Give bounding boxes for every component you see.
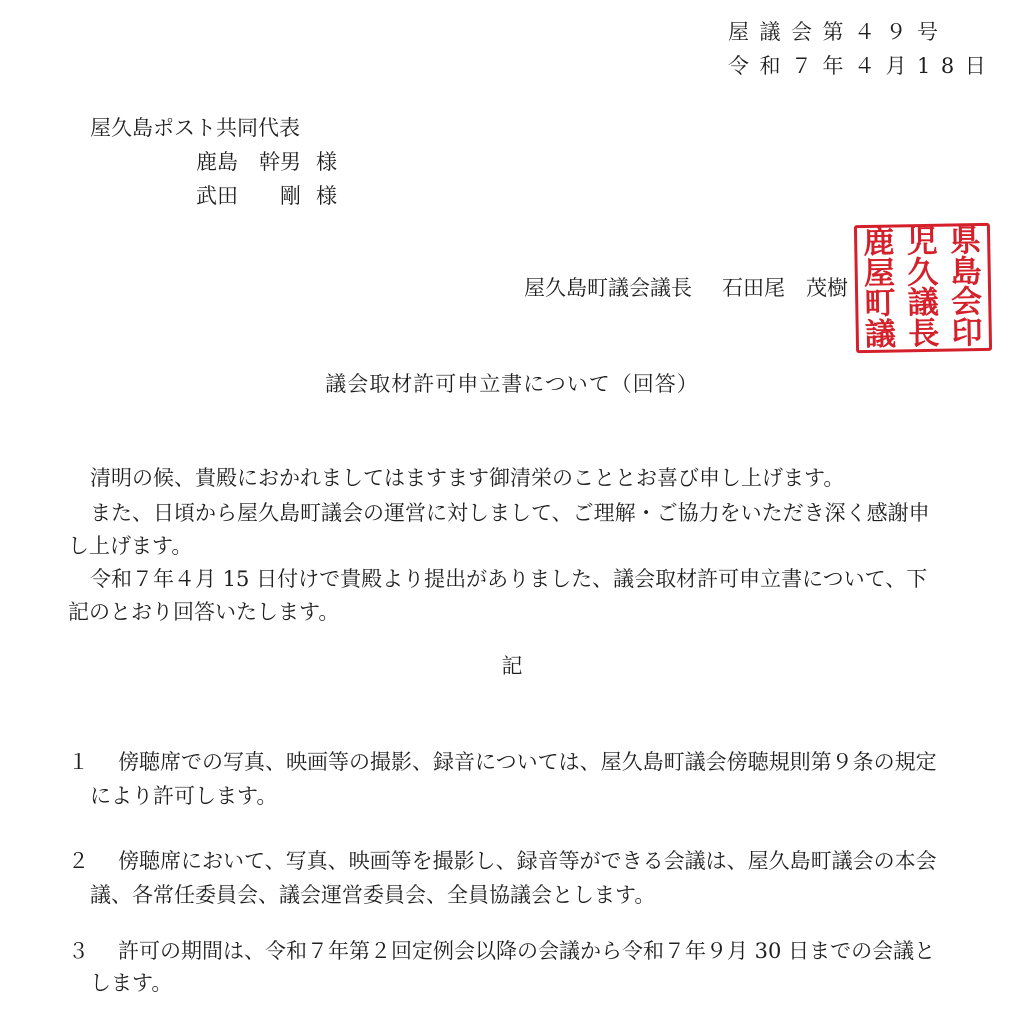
body-line: し上げます。 (68, 534, 193, 558)
seal-character: 県 (949, 222, 982, 260)
document-number: 屋議会第４９号 (728, 20, 949, 44)
recipient-honorific: 様 (316, 184, 337, 208)
recipient-organization: 屋久島ポスト共同代表 (90, 116, 300, 140)
body-line: また、日頃から屋久島町議会の運営に対しまして、ご理解・ご協力をいただき深く感謝申 (90, 501, 930, 525)
item-text-line: 傍聴席において、写真、映画等を撮影し、録音等ができる会議は、屋久島町議会の本会 (118, 849, 937, 873)
sender-title: 屋久島町議会議長 (524, 276, 692, 300)
official-seal-stamp (854, 223, 992, 353)
seal-character: 鹿 (863, 224, 895, 262)
document-title: 議会取材許可申立書について（回答） (325, 372, 699, 396)
recipient-honorific: 様 (316, 150, 337, 174)
sender-line (524, 272, 848, 302)
item-text-line: 傍聴席での写真、映画等の撮影、録音については、屋久島町議会傍聴規則第９条の規定 (118, 750, 937, 774)
body-line: 記のとおり回答いたします。 (68, 600, 340, 624)
seal-character: 会 (950, 283, 983, 321)
item-text-line: します。 (90, 971, 173, 995)
seal-character: 町 (864, 285, 896, 323)
seal-character: 児 (906, 223, 938, 261)
ki-heading: 記 (501, 654, 523, 678)
recipient-name: 鹿島 幹男 (196, 150, 301, 174)
seal-character: 島 (950, 253, 982, 291)
document-date: 令和７年４月18日 (728, 54, 997, 78)
sender-name: 石田尾 茂樹 (722, 276, 848, 300)
seal-character: 印 (951, 314, 983, 352)
item-number: ２ (68, 849, 89, 873)
item-number: １ (68, 750, 89, 774)
item-text-line: 議、各常任委員会、議会運営委員会、全員協議会とします。 (90, 883, 656, 907)
recipient-name: 武田 剛 (196, 184, 301, 208)
item-text-line: により許可します。 (90, 784, 278, 808)
recipient-person (196, 146, 337, 176)
body-line: 清明の候、貴殿におかれましてはますます御清栄のこととお喜び申し上げます。 (90, 466, 845, 490)
seal-character: 久 (906, 254, 939, 291)
body-line: 令和７年４月 15 日付けで貴殿より提出がありました、議会取材許可申立書について、下 (90, 567, 928, 591)
item-text-line: 許可の期間は、令和７年第２回定例会以降の会議から令和７年９月 30 日までの会議と (118, 939, 936, 963)
seal-character: 屋 (863, 254, 896, 292)
seal-character: 議 (907, 284, 940, 322)
item-number: ３ (68, 939, 89, 963)
seal-character: 長 (907, 315, 940, 352)
recipient-person (196, 180, 337, 210)
seal-character: 議 (864, 315, 897, 353)
